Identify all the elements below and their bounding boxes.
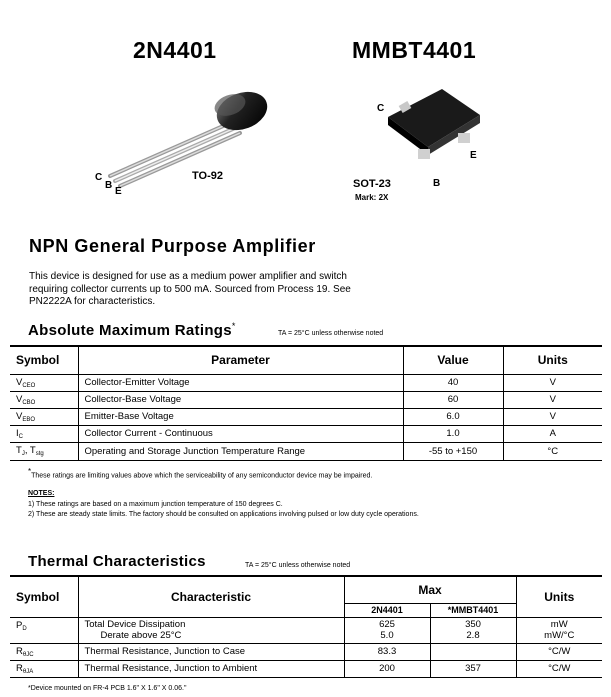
to92-pin-c: C — [95, 172, 103, 183]
row-units — [516, 617, 602, 643]
char-line-2: Derate above 25°C — [100, 630, 182, 641]
sot23-package-image — [380, 85, 500, 165]
symbol-main: V — [16, 410, 23, 422]
row-units: °C/W — [516, 643, 602, 660]
notes-label: NOTES: — [28, 490, 55, 497]
abs-max-footnote — [28, 467, 372, 479]
row-value-2 — [430, 617, 516, 643]
col-mmbt4401: *MMBT4401 — [430, 603, 516, 617]
symbol-sub: D — [22, 625, 27, 632]
symbol-sub: θJA — [22, 668, 34, 675]
table-row — [10, 442, 602, 460]
row-value: 1.0 — [403, 425, 503, 442]
symbol-main: I — [16, 427, 19, 439]
abs-max-title-text: Absolute Maximum Ratings — [28, 322, 232, 339]
col-max: Max — [344, 576, 516, 603]
symbol-main: P — [16, 619, 23, 631]
symbol-main: T — [16, 445, 22, 456]
device-description: This device is designed for use as a medium power amplifier and switch requiring collector currents up to 500 mA. Sourced from Process 19. See PN2222A for characteristics. — [29, 271, 351, 307]
symbol-sub: J — [21, 451, 25, 457]
row-units: °C/W — [516, 660, 602, 677]
table-row — [10, 374, 602, 391]
row-symbol — [10, 374, 78, 391]
row-symbol — [10, 425, 78, 442]
value-line-2: 5.0 — [380, 630, 394, 641]
row-value-2: 357 — [430, 660, 516, 677]
row-symbol — [10, 617, 78, 643]
symbol-sub: θJC — [22, 651, 34, 658]
sot23-mark: Mark: 2X — [355, 193, 389, 202]
row-value-2 — [430, 643, 516, 660]
to92-pin-e: E — [115, 186, 122, 197]
to92-label: TO-92 — [192, 170, 223, 182]
footnote-text: These ratings are limiting values above which the serviceability of any semiconductor device may be impaired. — [31, 472, 373, 480]
sot23-pin-e: E — [470, 150, 477, 161]
row-symbol — [10, 408, 78, 425]
sot23-label: SOT-23 — [353, 178, 391, 190]
table-row — [10, 425, 602, 442]
row-units: V — [503, 408, 602, 425]
col-2n4401: 2N4401 — [344, 603, 430, 617]
row-characteristic — [78, 617, 344, 643]
thermal-footnote: *Device mounted on FR-4 PCB 1.6" X 1.6" X 0.06." — [28, 685, 187, 692]
note-2: 2) These are steady state limits. The factory should be consulted on applications involving pulsed or low duty cycle operations. — [28, 511, 419, 518]
row-units: °C — [503, 442, 602, 460]
row-value-1: 83.3 — [344, 643, 430, 660]
value-line-1: 625 — [379, 619, 395, 630]
thermal-title: Thermal Characteristics — [28, 553, 206, 570]
symbol-sub: CBO — [22, 399, 36, 406]
part-title-2n4401: 2N4401 — [133, 37, 217, 63]
row-parameter: Emitter-Base Voltage — [78, 408, 403, 425]
row-symbol — [10, 391, 78, 408]
col-value: Value — [403, 346, 503, 374]
col-characteristic: Characteristic — [78, 576, 344, 617]
units-line-1: mW — [550, 619, 568, 630]
symbol-sub: EBO — [22, 416, 36, 423]
abs-max-header-row — [10, 346, 602, 374]
row-value: 6.0 — [403, 408, 503, 425]
table-row — [10, 617, 602, 643]
table-row — [10, 408, 602, 425]
col-parameter: Parameter — [78, 346, 403, 374]
row-parameter: Collector-Base Voltage — [78, 391, 403, 408]
col-symbol: Symbol — [10, 576, 78, 617]
row-value-1: 200 — [344, 660, 430, 677]
row-units: A — [503, 425, 602, 442]
to92-pin-b: B — [105, 180, 113, 191]
abs-max-condition: TA = 25°C unless otherwise noted — [278, 330, 384, 337]
row-symbol — [10, 660, 78, 677]
sot23-pin-b: B — [433, 178, 441, 189]
thermal-table — [10, 575, 602, 678]
symbol-sub: C — [18, 433, 23, 440]
row-value: 40 — [403, 374, 503, 391]
abs-max-table — [10, 345, 602, 461]
symbol-main: R — [16, 645, 23, 657]
table-row — [10, 391, 602, 408]
abs-max-title-mark: * — [231, 321, 236, 331]
row-units: V — [503, 374, 602, 391]
row-value-1 — [344, 617, 430, 643]
thermal-header-row — [10, 576, 602, 603]
row-units: V — [503, 391, 602, 408]
row-symbol — [10, 643, 78, 660]
col-units: Units — [516, 576, 602, 617]
symbol-main-2: , T — [24, 445, 36, 456]
symbol-sub: CEO — [22, 382, 36, 389]
col-units: Units — [503, 346, 602, 374]
abs-max-title — [28, 321, 236, 339]
row-symbol — [10, 442, 78, 460]
row-parameter: Operating and Storage Junction Temperature Range — [78, 442, 403, 460]
row-value: -55 to +150 — [403, 442, 503, 460]
symbol-main: V — [16, 376, 23, 388]
col-symbol: Symbol — [16, 353, 60, 368]
part-title-mmbt4401: MMBT4401 — [352, 37, 477, 63]
symbol-sub-2: stg — [35, 451, 44, 457]
table-row — [10, 643, 602, 660]
thermal-condition: TA = 25°C unless otherwise noted — [245, 562, 351, 569]
row-value: 60 — [403, 391, 503, 408]
row-parameter: Collector-Emitter Voltage — [78, 374, 403, 391]
char-line-1: Total Device Dissipation — [84, 619, 186, 630]
row-characteristic: Thermal Resistance, Junction to Ambient — [78, 660, 344, 677]
device-title: NPN General Purpose Amplifier — [29, 236, 316, 256]
row-parameter: Collector Current - Continuous — [78, 425, 403, 442]
sot23-pin-c: C — [377, 103, 385, 114]
units-line-2: mW/°C — [544, 630, 575, 641]
note-1: 1) These ratings are based on a maximum junction temperature of 150 degrees C. — [28, 501, 283, 508]
to92-package-image — [90, 78, 270, 193]
symbol-main: V — [16, 393, 23, 405]
value-line-1: 350 — [465, 619, 481, 630]
row-characteristic: Thermal Resistance, Junction to Case — [78, 643, 344, 660]
footnote-mark: * — [28, 467, 32, 476]
table-row — [10, 660, 602, 677]
value-line-2: 2.8 — [466, 630, 480, 641]
symbol-main: R — [16, 662, 23, 674]
